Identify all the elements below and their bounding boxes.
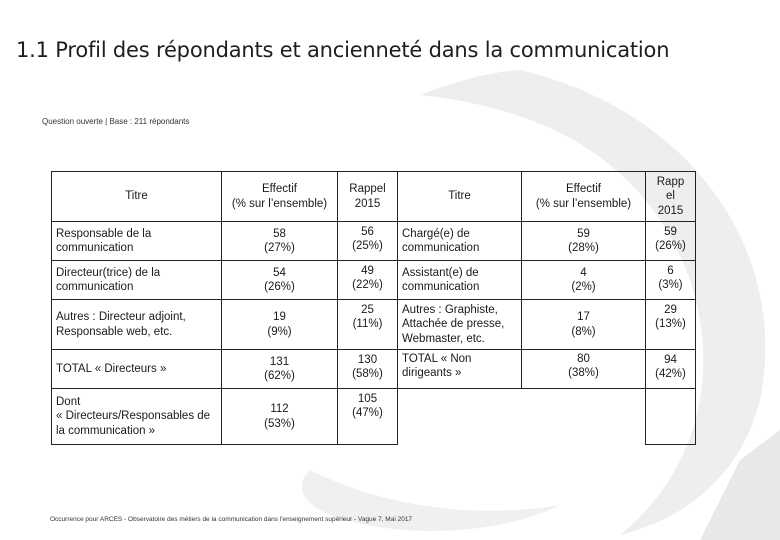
page-title: 1.1 Profil des répondants et ancienneté dans la communication (16, 38, 670, 62)
row-label-left-dont: Dont « Directeurs/Responsables de la communication » (52, 389, 222, 445)
header-titre-right: Titre (398, 172, 522, 222)
question-base-note: Question ouverte | Base : 211 répondants (42, 117, 190, 126)
header-rappel-left: Rappel 2015 (338, 172, 398, 222)
effectif-right-cell: 4 (2%) (522, 261, 646, 300)
row-label-left-total: TOTAL « Directeurs » (52, 350, 222, 389)
rappel-left-cell: 49 (22%) (338, 261, 398, 300)
effectif-right-cell: 17 (8%) (522, 300, 646, 350)
rappel-right-cell: 6 (3%) (646, 261, 696, 300)
table-row (52, 261, 696, 300)
effectif-right-cell: 80 (38%) (522, 350, 646, 389)
rappel-left-cell: 25 (11%) (338, 300, 398, 350)
rappel-left-cell: 130 (58%) (338, 350, 398, 389)
empty-cell (646, 389, 696, 445)
rappel-left-cell: 105 (47%) (338, 389, 398, 445)
effectif-left-cell: 131 (62%) (222, 350, 338, 389)
row-label-right: Autres : Graphiste, Attachée de presse, Webmaster, etc. (398, 300, 522, 350)
rappel-left-cell: 56 (25%) (338, 222, 398, 261)
row-label-right: Chargé(e) de communication (398, 222, 522, 261)
profile-table-container (51, 171, 696, 445)
table-row-dont (52, 389, 696, 445)
effectif-right-cell: 59 (28%) (522, 222, 646, 261)
rappel-right-cell: 94 (42%) (646, 350, 696, 389)
header-titre-left: Titre (52, 172, 222, 222)
table-row-total (52, 350, 696, 389)
rappel-right-cell: 59 (26%) (646, 222, 696, 261)
table-row (52, 300, 696, 350)
row-label-right-total: TOTAL « Non dirigeants » (398, 350, 522, 389)
rappel-right-cell: 29 (13%) (646, 300, 696, 350)
profile-table (51, 171, 696, 445)
effectif-left-cell: 112 (53%) (222, 389, 338, 445)
table-header-row (52, 172, 696, 222)
row-label-left: Responsable de la communication (52, 222, 222, 261)
effectif-left-cell: 19 (9%) (222, 300, 338, 350)
empty-cell (398, 389, 522, 445)
row-label-left: Autres : Directeur adjoint, Responsable web, etc. (52, 300, 222, 350)
footer-source-note: Occurrence pour ARCES - Observatoire des métiers de la communication dans l'enseignement supérieur - Vague 7, Mai 2017 (50, 516, 413, 523)
effectif-left-cell: 54 (26%) (222, 261, 338, 300)
row-label-right: Assistant(e) de communication (398, 261, 522, 300)
table-row (52, 222, 696, 261)
header-rappel-right: Rapp el 2015 (646, 172, 696, 222)
header-effectif-right: Effectif (% sur l’ensemble) (522, 172, 646, 222)
empty-cell (522, 389, 646, 445)
header-effectif-left: Effectif (% sur l’ensemble) (222, 172, 338, 222)
row-label-left: Directeur(trice) de la communication (52, 261, 222, 300)
effectif-left-cell: 58 (27%) (222, 222, 338, 261)
